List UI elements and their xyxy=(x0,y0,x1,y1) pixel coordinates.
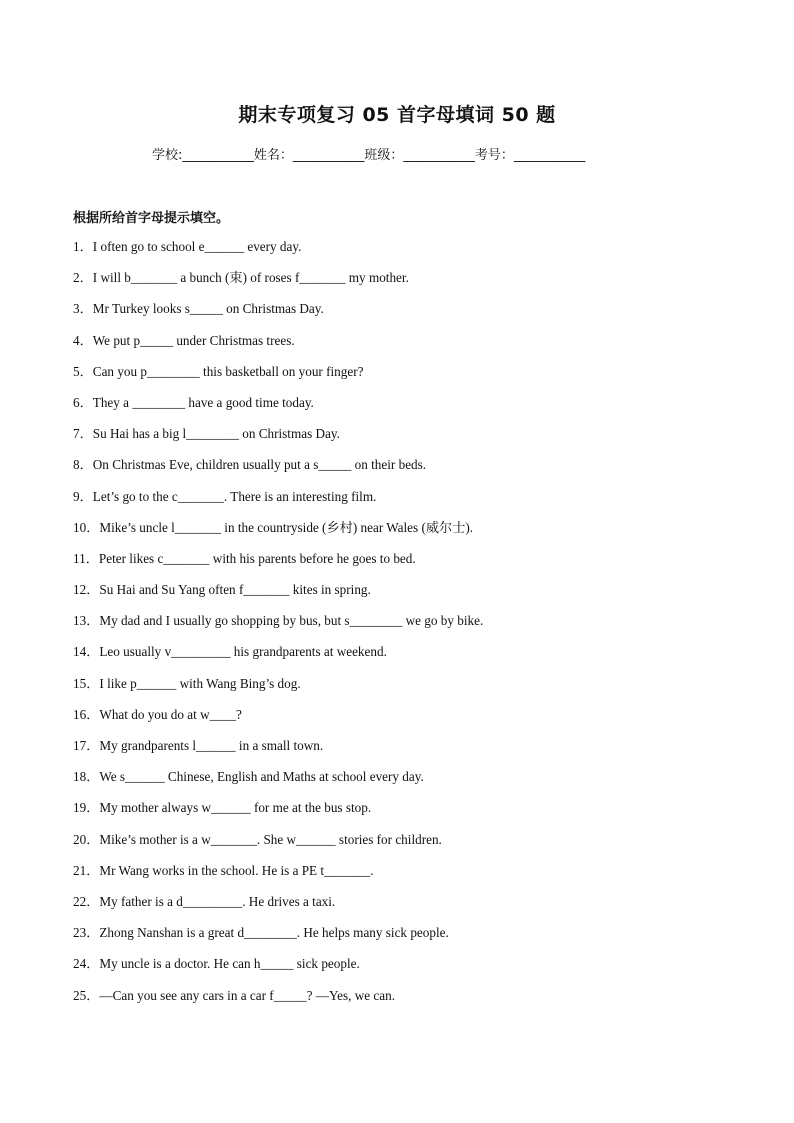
instruction-text: 根据所给首字母提示填空。 xyxy=(73,211,230,226)
question-item xyxy=(73,954,483,985)
question-text: Let’s go to the c_______. There is an interesting film. xyxy=(92,488,377,504)
question-item xyxy=(73,580,483,611)
question-item xyxy=(73,424,483,455)
question-list xyxy=(73,237,483,1017)
question-number: 22． xyxy=(73,893,100,909)
question-item xyxy=(73,611,483,642)
question-item xyxy=(73,331,483,362)
question-item xyxy=(73,518,483,549)
question-number: 24． xyxy=(73,956,100,972)
question-text: I often go to school e______ every day. xyxy=(92,239,302,254)
question-text: My father is a d_________. He drives a taxi. xyxy=(99,893,336,909)
question-number: 2． xyxy=(73,270,93,286)
question-text: We s______ Chinese, English and Maths at school every day. xyxy=(99,769,424,785)
question-number: 11． xyxy=(73,550,99,566)
question-text: Mike’s mother is a w_______. She w______ stories for children. xyxy=(99,831,442,847)
question-item xyxy=(73,393,483,424)
question-item xyxy=(73,299,483,330)
question-number: 20． xyxy=(73,831,100,847)
question-item xyxy=(73,487,483,518)
question-number: 6． xyxy=(73,394,93,410)
question-item xyxy=(73,986,483,1017)
question-text: Peter likes c_______ with his parents before he goes to bed. xyxy=(98,550,416,566)
question-number: 16． xyxy=(73,706,100,722)
question-text: I like p______ with Wang Bing’s dog. xyxy=(99,675,301,691)
question-text: Leo usually v_________ his grandparents at weekend. xyxy=(99,644,387,660)
question-number: 8． xyxy=(73,457,93,473)
question-number: 12． xyxy=(73,582,100,598)
question-text: —Can you see any cars in a car f_____? —Yes, we can. xyxy=(99,987,396,1003)
question-number: 18． xyxy=(73,769,100,785)
question-text: Zhong Nanshan is a great d________. He helps many sick people. xyxy=(99,925,449,941)
question-text: We put p_____ under Christmas trees. xyxy=(92,332,295,348)
question-number: 3． xyxy=(73,301,93,317)
question-text: Su Hai has a big l________ on Christmas Day. xyxy=(92,426,340,442)
question-item xyxy=(73,736,483,767)
question-number: 25． xyxy=(73,987,100,1003)
question-number: 15． xyxy=(73,675,100,691)
question-number: 4． xyxy=(73,332,93,348)
question-number: 23． xyxy=(73,925,100,941)
question-number: 9． xyxy=(73,488,93,504)
question-text: Mr Turkey looks s_____ on Christmas Day. xyxy=(92,301,324,317)
question-item xyxy=(73,892,483,923)
question-number: 1． xyxy=(73,239,93,254)
question-number: 17． xyxy=(73,738,100,753)
question-number: 14． xyxy=(73,644,100,660)
question-number: 7． xyxy=(73,426,93,442)
question-text: My uncle is a doctor. He can h_____ sick people. xyxy=(99,956,360,972)
question-item xyxy=(73,923,483,954)
question-text: What do you do at w____? xyxy=(99,706,242,722)
question-text: Su Hai and Su Yang often f_______ kites in spring. xyxy=(99,582,371,598)
question-number: 13． xyxy=(73,613,100,629)
question-item xyxy=(73,362,483,393)
question-number: 21． xyxy=(73,862,100,878)
question-number: 5． xyxy=(73,363,93,379)
question-text: My dad and I usually go shopping by bus, but s________ we go by bike. xyxy=(99,613,484,629)
question-item xyxy=(73,237,483,268)
question-text: My grandparents l______ in a small town. xyxy=(99,738,324,753)
question-item xyxy=(73,798,483,829)
question-item xyxy=(73,674,483,705)
question-item xyxy=(73,268,483,299)
question-item xyxy=(73,861,483,892)
question-text: Can you p________ this basketball on your finger? xyxy=(92,363,364,379)
question-item xyxy=(73,767,483,798)
question-item xyxy=(73,705,483,736)
question-number: 19． xyxy=(73,800,100,816)
question-text: They a ________ have a good time today. xyxy=(92,394,314,410)
question-text: Mr Wang works in the school. He is a PE t_______. xyxy=(99,862,374,878)
question-item xyxy=(73,642,483,673)
question-text: Mike’s uncle l_______ in the countryside (乡村) near Wales (威尔士). xyxy=(99,519,474,535)
question-text: On Christmas Eve, children usually put a s_____ on their beds. xyxy=(92,457,427,473)
question-item xyxy=(73,830,483,861)
question-text: I will b_______ a bunch (束) of roses f_______ my mother. xyxy=(92,270,409,286)
student-info-line: 学校:___________姓名：___________班级：___________考号：___________ xyxy=(152,148,586,163)
question-item xyxy=(73,455,483,486)
question-item xyxy=(73,549,483,580)
question-number: 10． xyxy=(73,519,100,535)
question-text: My mother always w______ for me at the bus stop. xyxy=(99,800,372,816)
page-title: 期末专项复习 05 首字母填词 50 题 xyxy=(238,104,556,126)
